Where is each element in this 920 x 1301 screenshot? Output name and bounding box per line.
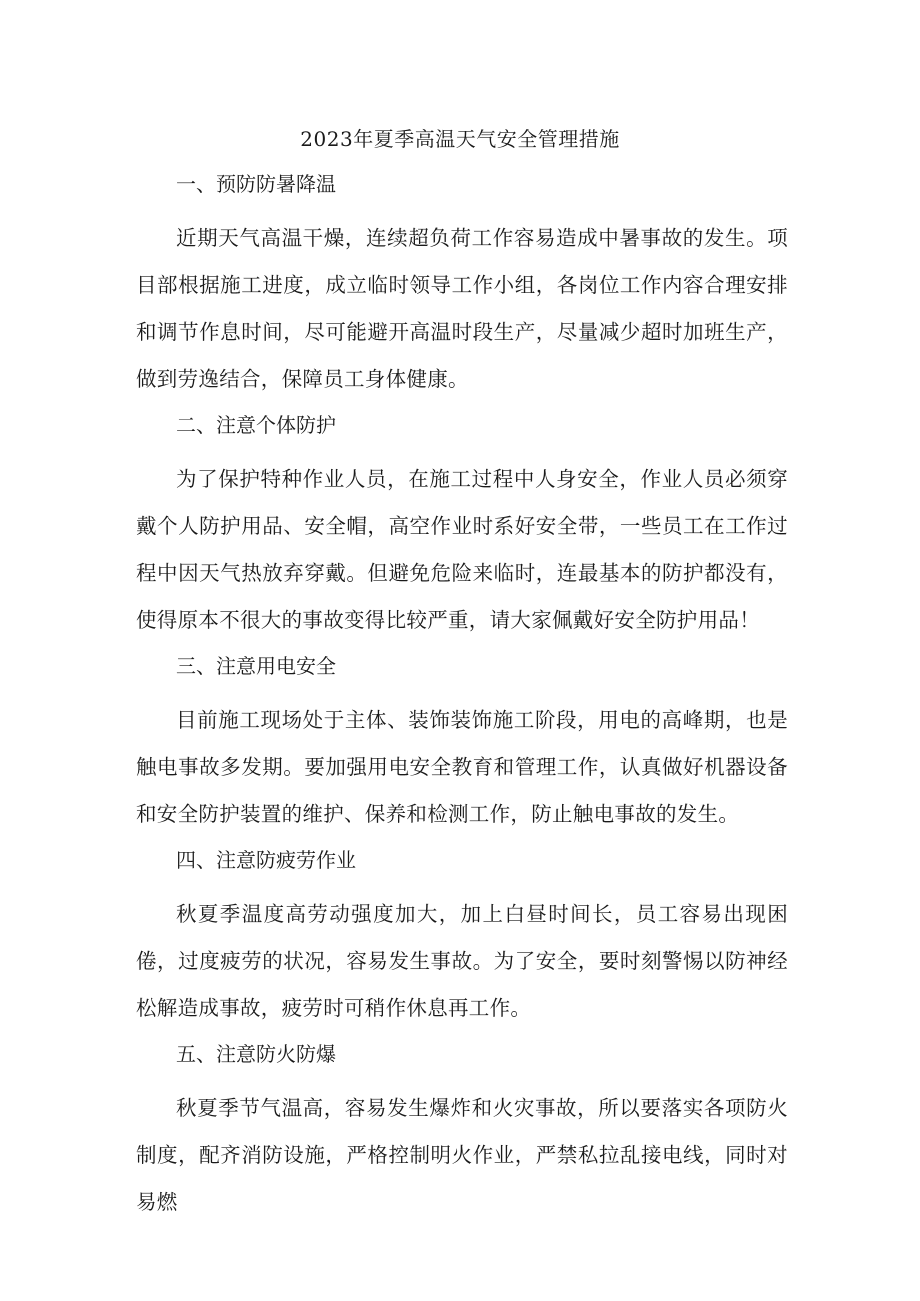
section-heading: 一、预防防暑降温	[176, 172, 336, 196]
section-paragraph: 秋夏季温度高劳动强度加大，加上白昼时间长，员工容易出现困倦，过度疲劳的状况，容易发生事故。为了安全，要时刻警惕以防神经松解造成事故，疲劳时可稍作休息再工作。	[136, 902, 788, 1020]
section-heading: 五、注意防火防爆	[176, 1042, 336, 1066]
section-heading: 四、注意防疲劳作业	[176, 848, 356, 872]
section-personal-protection	[136, 409, 788, 644]
document-body	[136, 168, 788, 1232]
section-heading: 二、注意个体防护	[176, 413, 336, 437]
section-paragraph: 近期天气高温干燥，连续超负荷工作容易造成中暑事故的发生。项目部根据施工进度，成立临时领导工作小组，各岗位工作内容合理安排和调节作息时间，尽可能避开高温时段生产，尽量减少超时加班生产，做到劳逸结合，保障员工身体健康。	[136, 226, 788, 391]
section-heat-prevention	[136, 168, 788, 403]
document-title: 2023年夏季高温天气安全管理措施	[300, 127, 620, 151]
section-paragraph: 为了保护特种作业人员，在施工过程中人身安全，作业人员必须穿戴个人防护用品、安全帽，高空作业时系好安全带，一些员工在工作过程中因天气热放弃穿戴。但避免危险来临时，连最基本的防护都没有，使得原本不很大的事故变得比较严重，请大家佩戴好安全防护用品！	[136, 467, 788, 632]
section-fire-explosion-prevention	[136, 1038, 788, 1226]
section-paragraph: 秋夏季节气温高，容易发生爆炸和火灾事故，所以要落实各项防火制度，配齐消防设施，严格控制明火作业，严禁私拉乱接电线，同时对易燃	[136, 1096, 788, 1214]
section-heading: 三、注意用电安全	[176, 654, 336, 678]
section-electrical-safety	[136, 650, 788, 838]
section-fatigue-prevention	[136, 844, 788, 1032]
section-paragraph: 目前施工现场处于主体、装饰装饰施工阶段，用电的高峰期，也是触电事故多发期。要加强用电安全教育和管理工作，认真做好机器设备和安全防护装置的维护、保养和检测工作，防止触电事故的发生。	[136, 708, 788, 826]
